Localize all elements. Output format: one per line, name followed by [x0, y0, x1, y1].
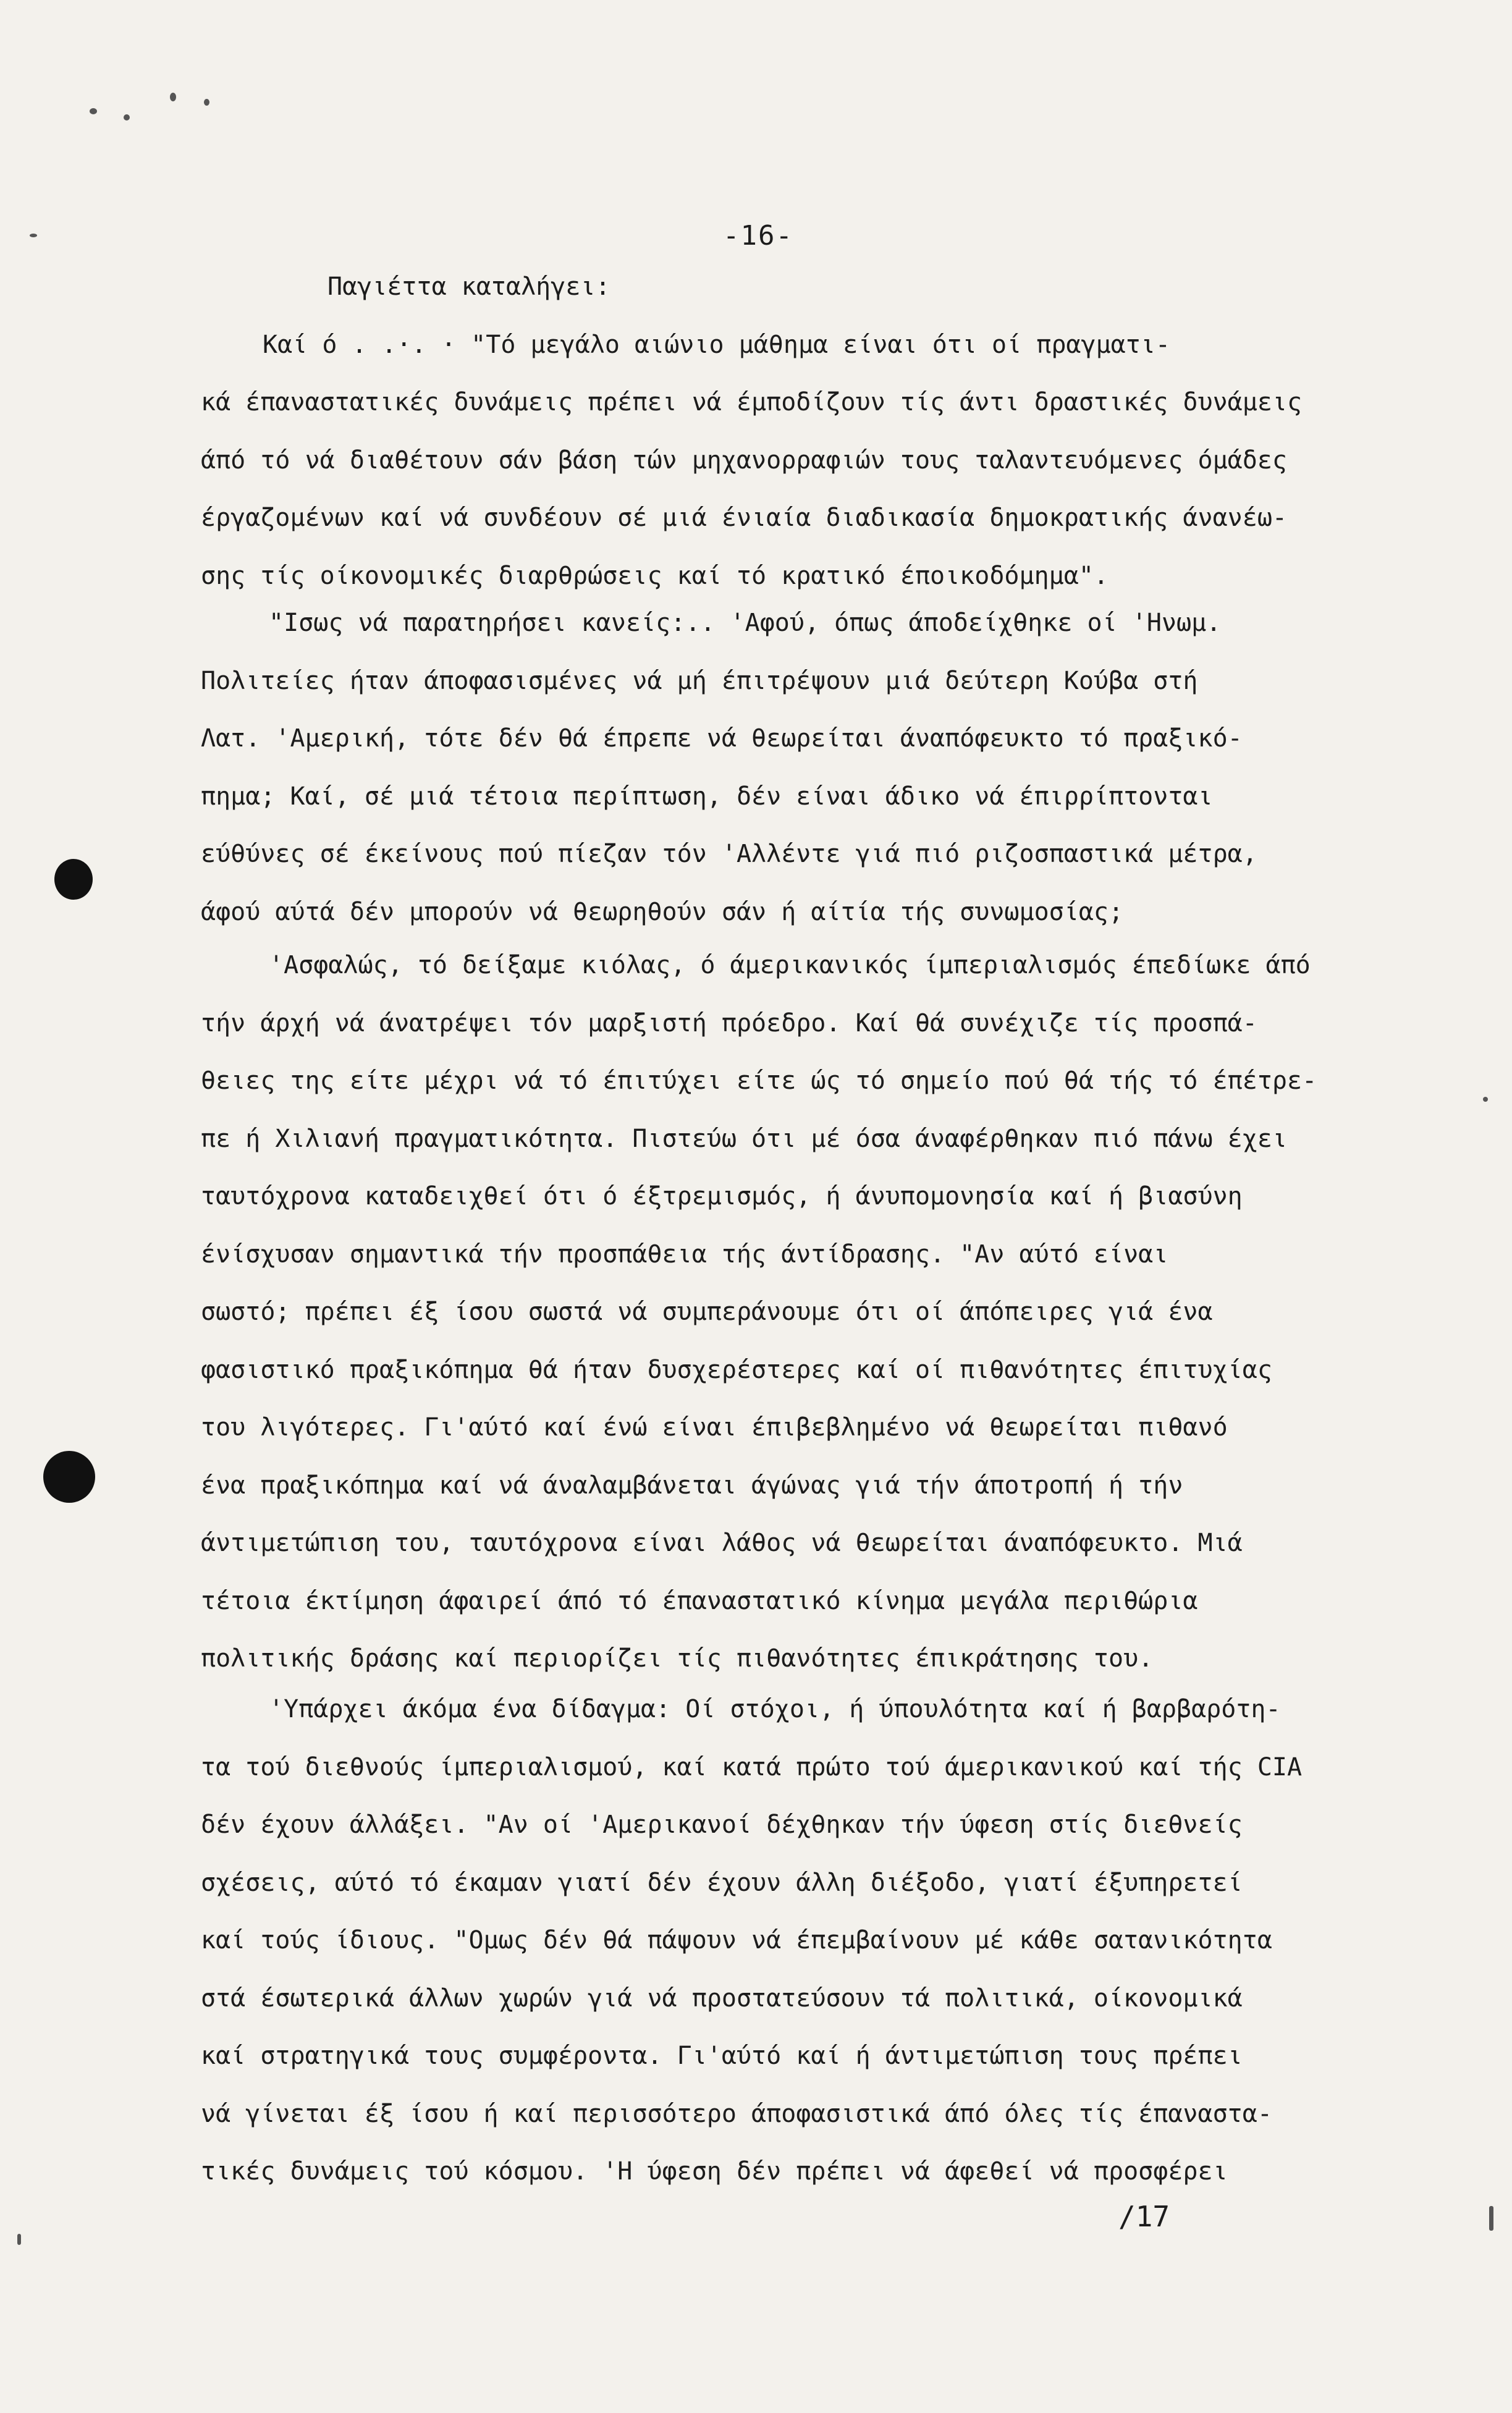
text-line: τήν άρχή νά άνατρέψει τόν μαρξιστή πρόεδρο. Καί θά συνέχιζε τίς προσπά-: [201, 1008, 1257, 1037]
paragraph-2: [201, 594, 1362, 941]
text-line: του λιγότερες. Γι'αύτό καί ένώ είναι έπιβεβλημένο νά θεωρείται πιθανό: [201, 1413, 1228, 1442]
text-line: πολιτικής δράσης καί περιορίζει τίς πιθανότητες έπικράτησης του.: [201, 1644, 1154, 1673]
text-line: σχέσεις, αύτό τό έκαμαν γιατί δέν έχουν άλλη διέξοδο, γιατί έξυπηρετεί: [201, 1868, 1243, 1897]
scan-speck: [1483, 1097, 1488, 1102]
text-line: ένίσχυσαν σημαντικά τήν προσπάθεια τής άντίδρασης. "Αν αύτό είναι: [201, 1240, 1168, 1269]
scan-speck: [17, 2234, 21, 2245]
scan-speck: [170, 93, 176, 101]
scan-speck: [30, 234, 37, 237]
text-line: δέν έχουν άλλάξει. "Αν οί 'Αμερικανοί δέχθηκαν τήν ύφεση στίς διεθνείς: [201, 1811, 1243, 1839]
punch-hole-mark: [54, 859, 93, 900]
text-line: εύθύνες σέ έκείνους πού πίεζαν τόν 'Αλλέντε γιά πιό ριζοσπαστικά μέτρα,: [201, 840, 1257, 868]
paragraph-1: [201, 258, 1362, 605]
text-line: άπό τό νά διαθέτουν σάν βάση τών μηχανορραφιών τους ταλαντευόμενες όμάδες: [201, 446, 1287, 475]
text-line: άφού αύτά δέν μπορούν νά θεωρηθούν σάν ή αίτία τής συνωμοσίας;: [201, 897, 1124, 926]
text-line: καί τούς ίδιους. "Ομως δέν θά πάψουν νά έπεμβαίνουν μέ κάθε σατανικότητα: [201, 1926, 1272, 1954]
text-line: Παγιέττα καταλήγει:: [327, 273, 610, 301]
text-line: καί στρατηγικά τους συμφέροντα. Γι'αύτό καί ή άντιμετώπιση τους πρέπει: [201, 2042, 1243, 2070]
text-line: τέτοια έκτίμηση άφαιρεί άπό τό έπαναστατικό κίνημα μεγάλα περιθώρια: [201, 1586, 1198, 1615]
text-line: έργαζομένων καί νά συνδέουν σέ μιά ένιαία διαδικασία δημοκρατικής άνανέω-: [201, 504, 1287, 532]
text-line: τικές δυνάμεις τού κόσμου. 'Η ύφεση δέν πρέπει νά άφεθεί νά προσφέρει: [201, 2157, 1228, 2186]
text-line: κά έπαναστατικές δυνάμεις πρέπει νά έμποδίζουν τίς άντι δραστικές δυνάμεις: [201, 388, 1303, 416]
punch-hole-mark: [43, 1451, 95, 1503]
text-line: 'Υπάρχει άκόμα ένα δίδαγμα: Οί στόχοι, ή ύπουλότητα καί ή βαρβαρότη-: [269, 1695, 1281, 1723]
text-line: Λατ. 'Αμερική, τότε δέν θά έπρεπε νά θεωρείται άναπόφευκτο τό πραξικό-: [201, 724, 1243, 753]
text-line: πημα; Καί, σέ μιά τέτοια περίπτωση, δέν είναι άδικο νά έπιρρίπτονται: [201, 782, 1213, 811]
text-line: στά έσωτερικά άλλων χωρών γιά νά προστατεύσουν τά πολιτικά, οίκονομικά: [201, 1984, 1243, 2013]
text-line: σωστό; πρέπει έξ ίσου σωστά νά συμπεράνουμε ότι οί άπόπειρες γιά ένα: [201, 1298, 1213, 1326]
text-line: "Ισως νά παρατηρήσει κανείς:.. 'Αφού, όπως άποδείχθηκε οί 'Ηνωμ.: [269, 609, 1222, 637]
page-number: -16-: [723, 220, 793, 251]
scan-speck: [90, 108, 97, 114]
text-line: ταυτόχρονα καταδειχθεί ότι ό έξτρεμισμός, ή άνυπομονησία καί ή βιασύνη: [201, 1182, 1243, 1211]
text-line: θειες της είτε μέχρι νά τό έπιτύχει είτε ώς τό σημείο πού θά τής τό έπέτρε-: [201, 1067, 1317, 1095]
text-line: πε ή Χιλιανή πραγματικότητα. Πιστεύω ότι μέ όσα άναφέρθηκαν πιό πάνω έχει: [201, 1124, 1287, 1153]
text-line: νά γίνεται έξ ίσου ή καί περισσότερο άποφασιστικά άπό όλες τίς έπαναστα-: [201, 2099, 1272, 2128]
scan-speck: [124, 114, 130, 120]
continuation-marker: /17: [1118, 2200, 1170, 2233]
paragraph-4: [201, 1681, 1362, 2201]
text-line: τα τού διεθνούς ίμπεριαλισμού, καί κατά πρώτο τού άμερικανικού καί τής CIA: [201, 1752, 1303, 1781]
text-line: 'Ασφαλώς, τό δείξαμε κιόλας, ό άμερικανικός ίμπεριαλισμός έπεδίωκε άπό: [269, 951, 1311, 979]
scan-speck: [204, 99, 209, 106]
paragraph-3: [201, 937, 1362, 1688]
text-line: Πολιτείες ήταν άποφασισμένες νά μή έπιτρέψουν μιά δεύτερη Κούβα στή: [201, 666, 1198, 695]
text-line: φασιστικό πραξικόπημα θά ήταν δυσχερέστερες καί οί πιθανότητες έπιτυχίας: [201, 1355, 1272, 1384]
text-line: άντιμετώπιση του, ταυτόχρονα είναι λάθος νά θεωρείται άναπόφευκτο. Μιά: [201, 1529, 1243, 1557]
scan-speck: [1489, 2206, 1493, 2231]
text-line: ένα πραξικόπημα καί νά άναλαμβάνεται άγώνας γιά τήν άποτροπή ή τήν: [201, 1471, 1183, 1500]
text-line: Καί ό . .·. · "Τό μεγάλο αιώνιο μάθημα είναι ότι οί πραγματι-: [263, 330, 1171, 359]
text-line: σης τίς οίκονομικές διαρθρώσεις καί τό κρατικό έποικοδόμημα".: [201, 561, 1109, 590]
